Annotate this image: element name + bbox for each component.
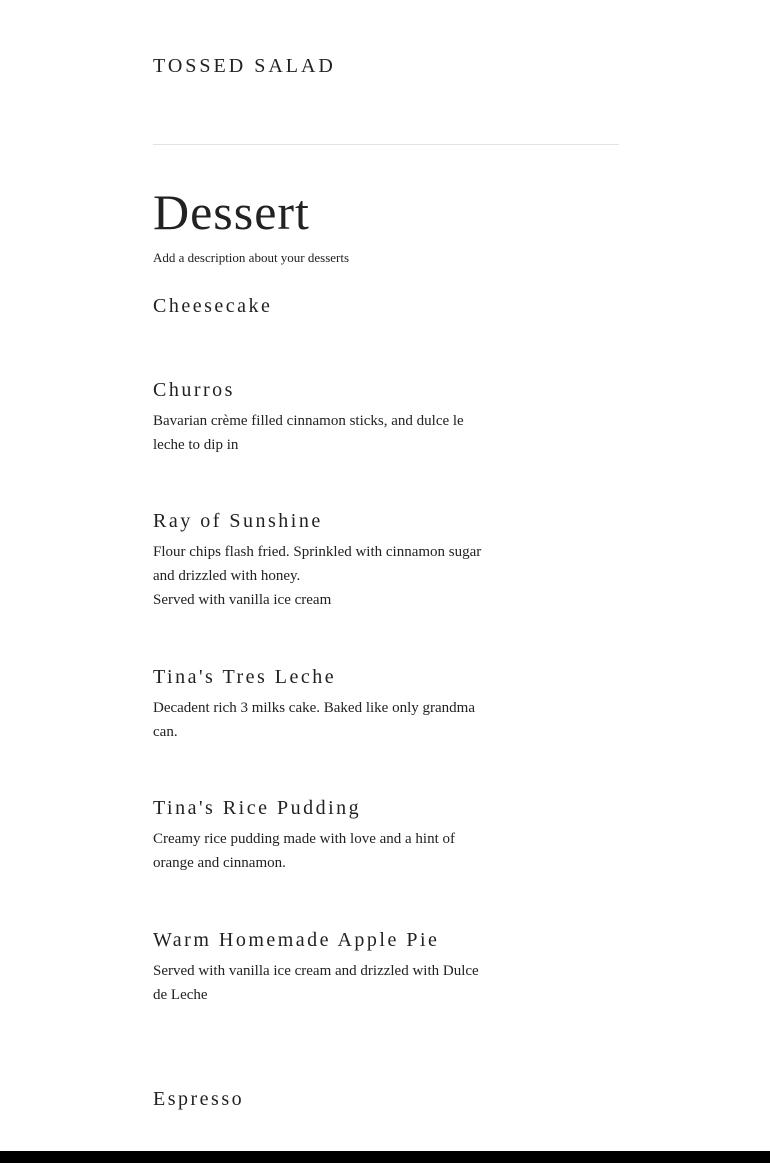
menu-item [153, 795, 493, 875]
menu-item-name: Cheesecake [153, 295, 273, 317]
menu-item-name: TOSSED SALAD [153, 55, 336, 77]
menu-item-description: Creamy rice pudding made with love and a hint of orange and cinnamon. [153, 831, 455, 871]
menu-item [153, 927, 479, 1007]
menu-item-name: Espresso [153, 1088, 245, 1110]
menu-item-name: Ray of Sunshine [153, 510, 323, 532]
menu-item [153, 377, 493, 457]
menu-item [153, 508, 493, 612]
menu-item [153, 1086, 493, 1113]
menu-item-description: Flour chips flash fried. Sprinkled with cinnamon sugar and drizzled with honey. Served with vanilla ice cream [153, 544, 482, 608]
section-description: Add a description about your desserts [153, 250, 350, 265]
menu-item-name: Tina's Tres Leche [153, 666, 337, 688]
menu-item-description: Served with vanilla ice cream and drizzled with Dulce de Leche [153, 963, 479, 1003]
section-divider [153, 144, 619, 145]
menu-item-description: Bavarian crème filled cinnamon sticks, and dulce le leche to dip in [153, 413, 464, 453]
menu-item-name: Warm Homemade Apple Pie [153, 929, 440, 951]
menu-item [153, 664, 493, 744]
bottom-bar [0, 1151, 770, 1163]
menu-item-name: Churros [153, 379, 235, 401]
menu-item-name: Tina's Rice Pudding [153, 797, 362, 819]
menu-item [153, 293, 493, 320]
menu-item-description: Decadent rich 3 milks cake. Baked like only grandma can. [153, 700, 475, 740]
section-title: Dessert [153, 184, 310, 240]
